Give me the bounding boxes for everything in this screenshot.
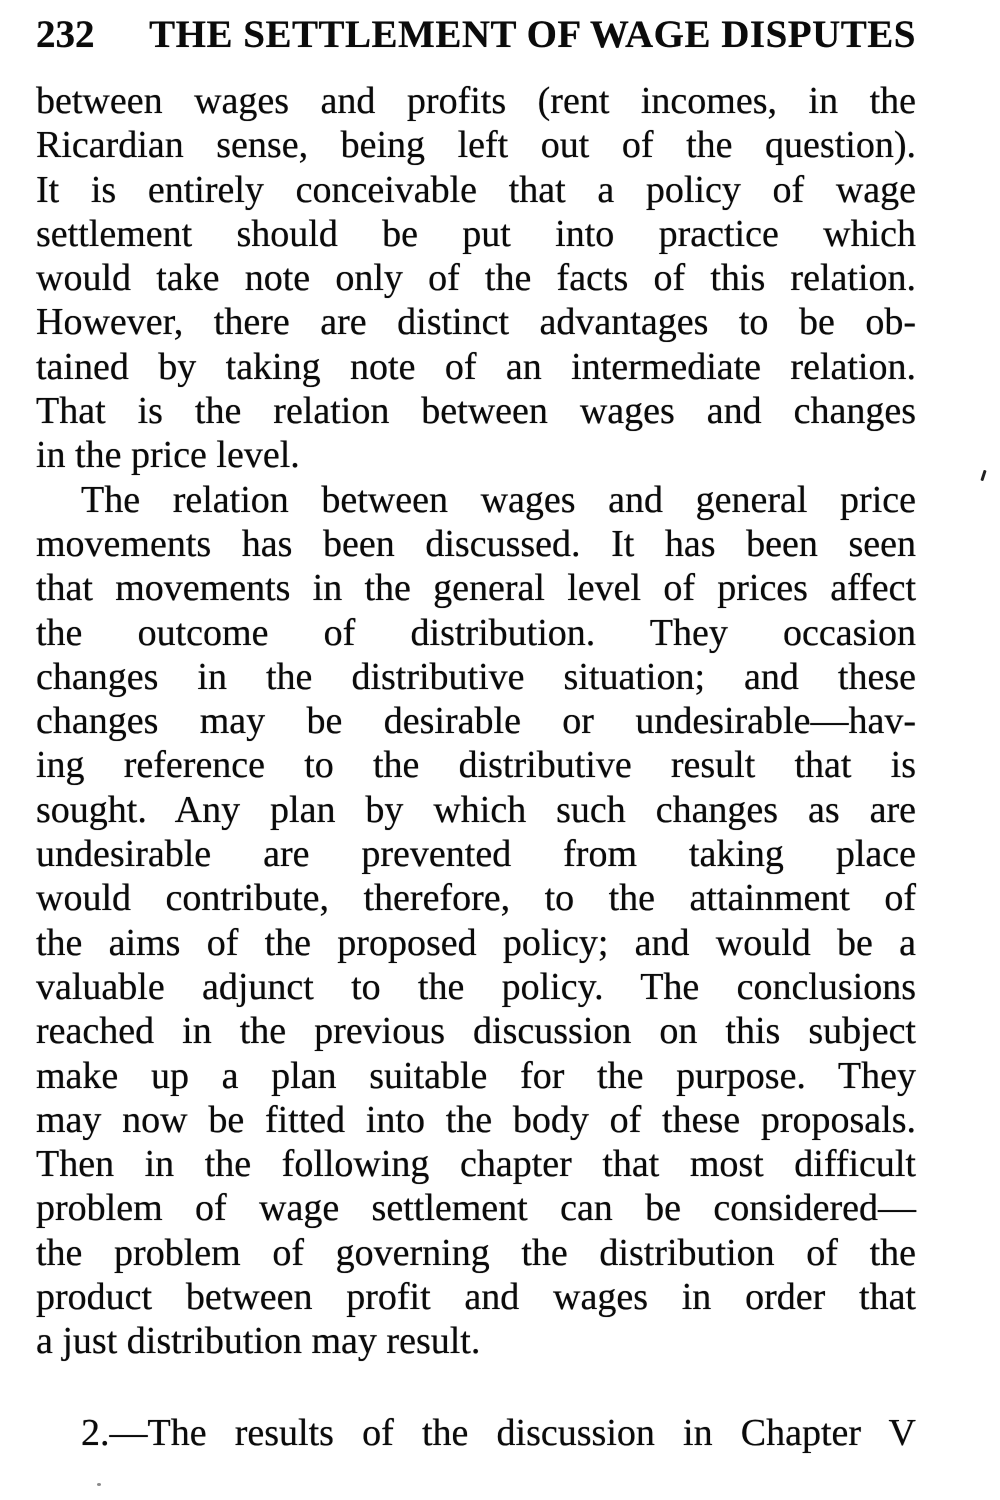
text-line: make up a plan suitable for the purpose. They xyxy=(36,1054,916,1097)
text-line: the problem of governing the distribution of the xyxy=(36,1231,916,1274)
text-line: between wages and profits (rent incomes, in the xyxy=(36,80,916,122)
text-line: settlement should be put into practice which xyxy=(36,212,916,255)
text-line: in the price level. xyxy=(36,434,300,477)
text-line: would take note only of the facts of this relation. xyxy=(36,257,916,300)
text-line: reached in the previous discussion on this subject xyxy=(36,1010,916,1053)
text-line: ing reference to the distributive result that is xyxy=(36,744,916,787)
text-line: The relation between wages and general price xyxy=(81,478,916,521)
text-line: movements has been discussed. It has been seen xyxy=(36,522,916,565)
text-line: tained by taking note of an intermediate relation. xyxy=(36,345,916,388)
page-number: 232 xyxy=(36,13,95,56)
text-line: may now be fitted into the body of these proposals. xyxy=(36,1098,916,1141)
text-line: changes may be desirable or undesirable—hav- xyxy=(36,700,916,743)
text-line: product between profit and wages in order that xyxy=(36,1276,916,1319)
text-line: the outcome of distribution. They occasion xyxy=(36,611,916,654)
text-line: Ricardian sense, being left out of the question). xyxy=(36,124,916,167)
text-line: that movements in the general level of prices affect xyxy=(36,567,916,610)
scan-artifact-dot xyxy=(97,1483,101,1486)
text-line: However, there are distinct advantages to be ob- xyxy=(36,301,916,344)
scan-artifact-speck xyxy=(980,470,986,481)
page-header xyxy=(36,12,916,58)
text-line: problem of wage settlement can be considered— xyxy=(36,1187,916,1230)
section-opening-line: 2.—The results of the discussion in Chapter V xyxy=(81,1411,916,1454)
text-line: a just distribution may result. xyxy=(36,1320,481,1363)
text-line: valuable adjunct to the policy. The conclusions xyxy=(36,965,916,1008)
text-line: sought. Any plan by which such changes as are xyxy=(36,788,916,831)
text-line: would contribute, therefore, to the attainment of xyxy=(36,877,916,920)
text-line: changes in the distributive situation; and these xyxy=(36,655,916,698)
page-body xyxy=(36,79,916,1455)
text-line: the aims of the proposed policy; and would be a xyxy=(36,921,916,964)
text-line: That is the relation between wages and changes xyxy=(36,390,916,433)
running-title: THE SETTLEMENT OF WAGE DISPUTES xyxy=(149,13,916,56)
text-line: It is entirely conceivable that a policy of wage xyxy=(36,168,916,211)
text-line: Then in the following chapter that most difficult xyxy=(36,1143,916,1186)
text-line: undesirable are prevented from taking place xyxy=(36,833,916,876)
